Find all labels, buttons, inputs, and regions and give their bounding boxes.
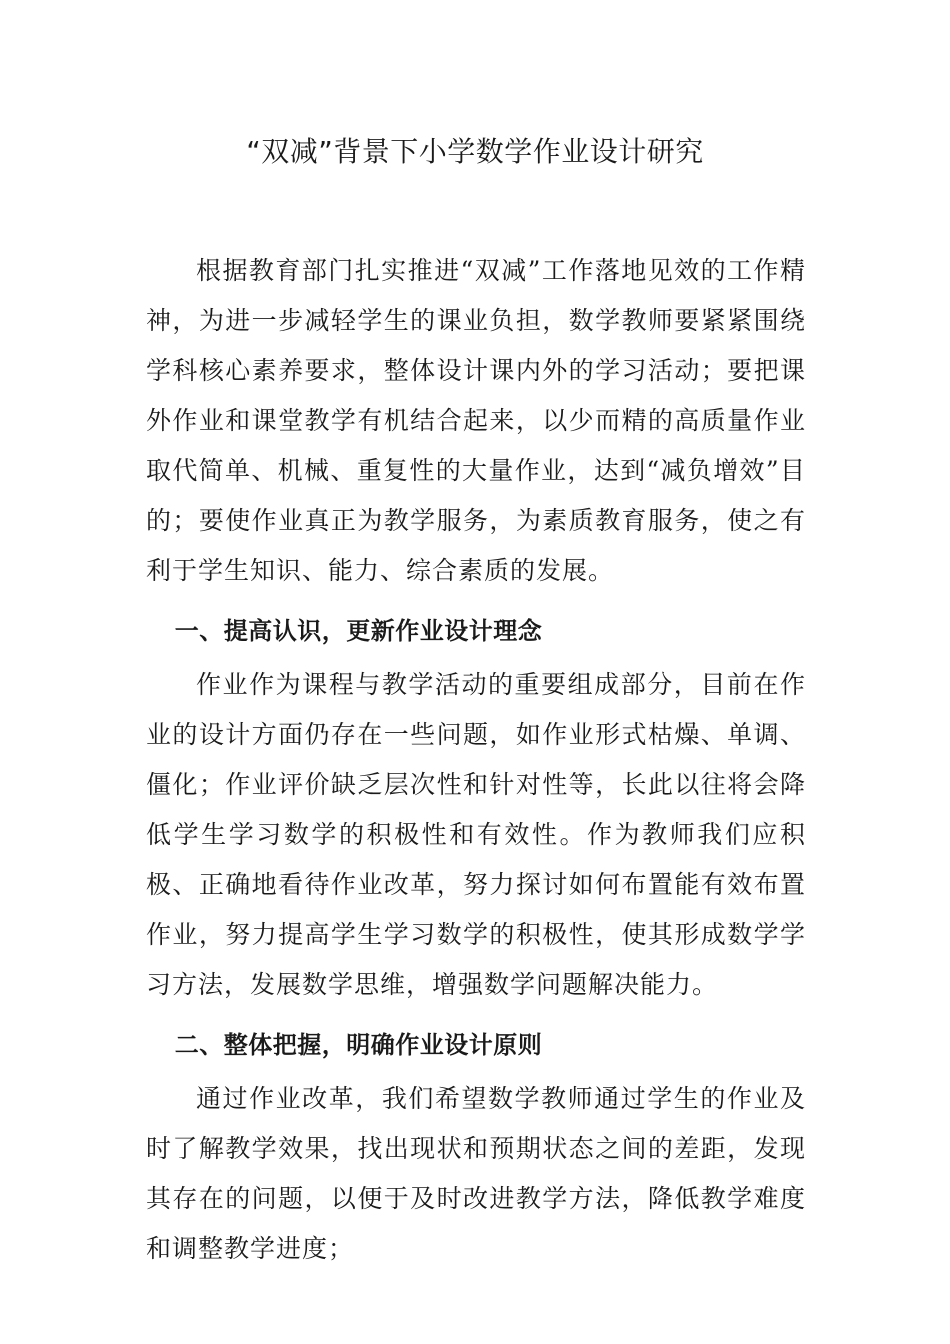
document-title: “双减”背景下小学数学作业设计研究 — [246, 135, 704, 168]
section-1-heading: 一、提高认识，更新作业设计理念 — [174, 617, 543, 645]
section-2-heading: 二、整体把握，明确作业设计原则 — [174, 1031, 543, 1059]
section-2-paragraph: 通过作业改革，我们希望数学教师通过学生的作业及时了解教学效果，找出现状和预期状态之间的差距，发现其存在的问题，以便于及时改进教学方法，降低教学难度和调整教学进度； — [146, 1084, 806, 1263]
section-1-paragraph: 作业作为课程与教学活动的重要组成部分，目前在作业的设计方面仍存在一些问题，如作业形式枯燥、单调、僵化；作业评价缺乏层次性和针对性等，长此以往将会降低学生学习数学的积极性和有效性。作为教师我们应积极、正确地看待作业改革，努力探讨如何布置能有效布置作业，努力提高学生学习数学的积极性，使其形成数学学习方法，发展数学思维，增强数学问题解决能力。 — [146, 670, 806, 999]
intro-paragraph: 根据教育部门扎实推进“双减”工作落地见效的工作精神，为进一步减轻学生的课业负担，数学教师要紧紧围绕学科核心素养要求，整体设计课内外的学习活动；要把课外作业和课堂教学有机结合起来，以少而精的高质量作业取代简单、机械、重复性的大量作业，达到“减负增效”目的；要使作业真正为教学服务，为素质教育服务，使之有利于学生知识、能力、综合素质的发展。 — [146, 256, 806, 585]
document-body — [146, 246, 806, 1274]
